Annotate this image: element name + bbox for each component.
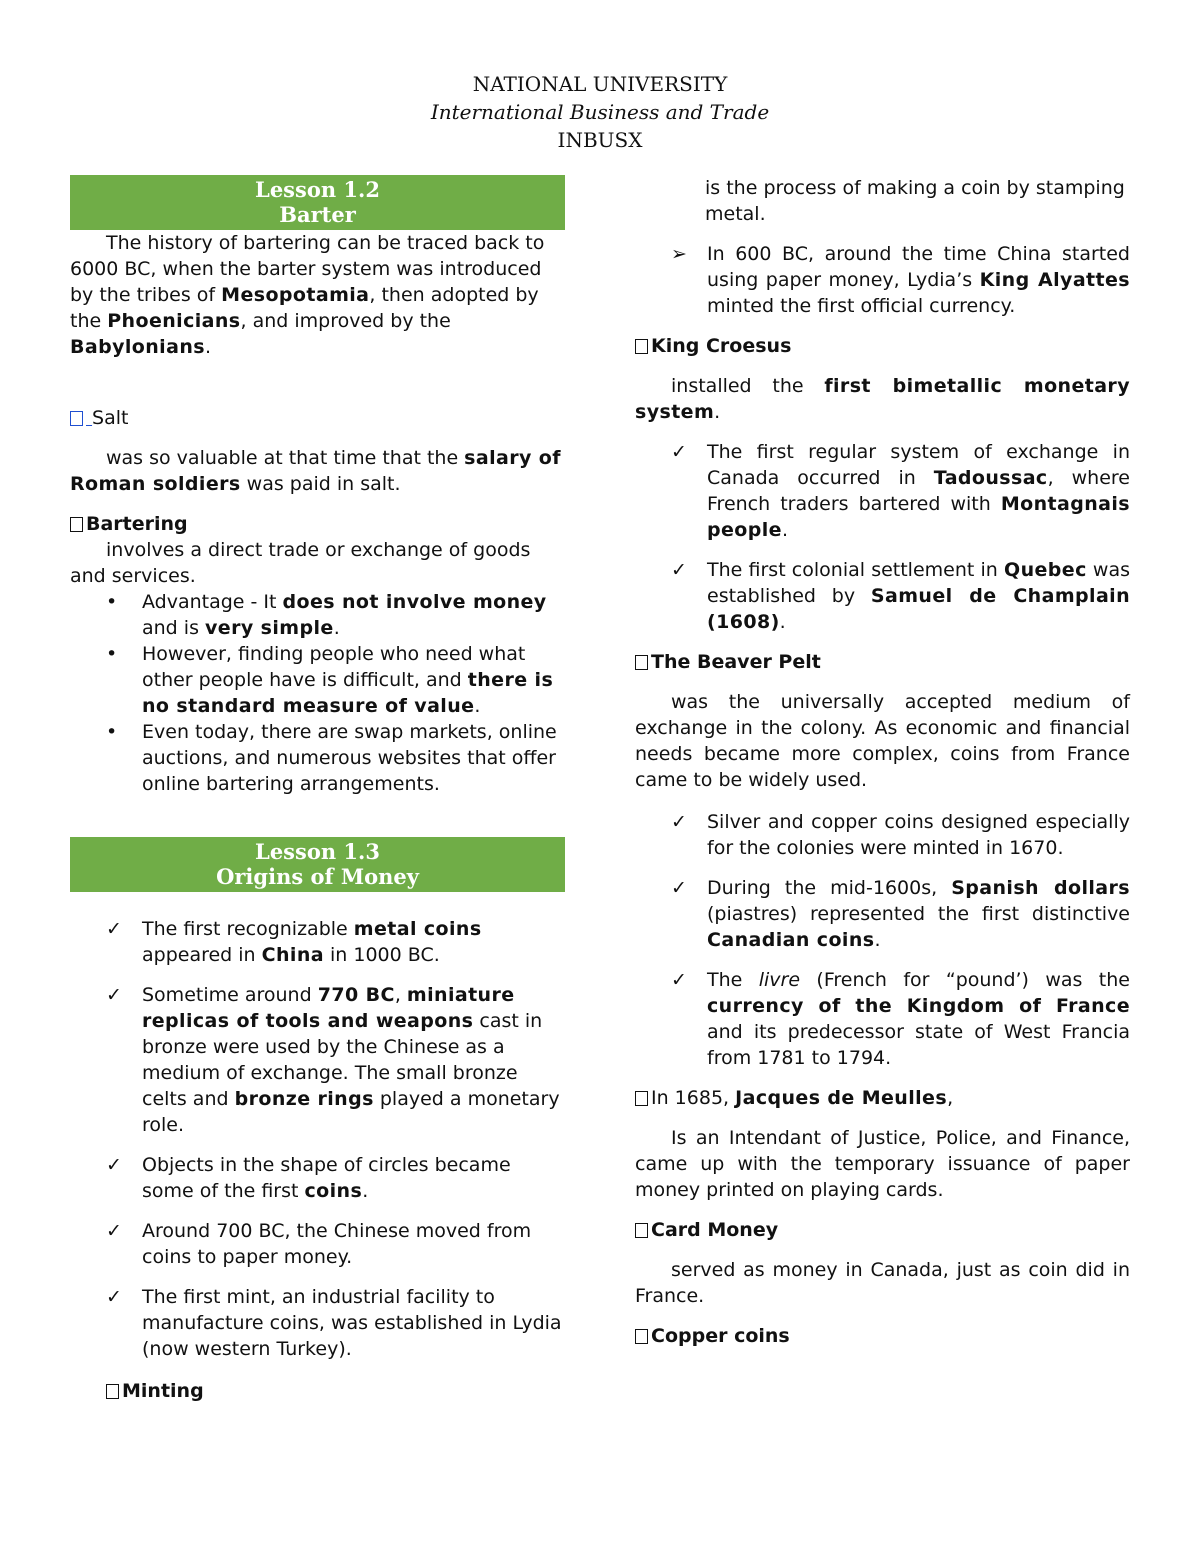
lesson-1-2-subtitle: Barter	[279, 202, 356, 227]
lesson-1-3-title: Lesson 1.3	[255, 839, 380, 864]
text-run: , and improved by the	[240, 310, 451, 332]
text-run: The history of bartering can be traced back to 6000 BC, when the barter system was introduced by the tribes of	[70, 232, 545, 306]
bold-run: Quebec	[1004, 559, 1087, 581]
text-run: The first mint, an industrial facility to manufacture coins, was established in Lydia (now western Turkey).	[142, 1286, 562, 1360]
bold-run: metal coins	[353, 918, 482, 940]
text-run: ,	[947, 1087, 954, 1109]
bold-run: salary of Roman soldiers	[70, 447, 561, 495]
bold-run: Babylonians	[70, 336, 205, 358]
text-run: Silver and copper coins designed especially for the colonies were minted in 1670.	[707, 811, 1130, 859]
checkbox-icon	[70, 517, 83, 532]
text-run: The first recognizable	[142, 918, 354, 940]
text-run: played a monetary role.	[142, 1088, 560, 1136]
bartering-heading-text: Bartering	[86, 513, 188, 535]
checkmark-icon: ✓	[106, 984, 122, 1006]
bold-run: coins	[304, 1180, 363, 1202]
bartering-heading	[70, 511, 565, 537]
text-run: .	[333, 617, 340, 639]
right-column	[635, 175, 1130, 1349]
checkmark-icon: ✓	[106, 1220, 122, 1242]
bold-run: Jacques de Meulles	[735, 1087, 948, 1109]
lesson-1-2-title: Lesson 1.2	[255, 177, 380, 202]
king-croesus-heading-text: King Croesus	[651, 335, 792, 357]
text-run: .	[779, 611, 786, 633]
list-item	[70, 982, 565, 1138]
bold-run: bronze rings	[234, 1088, 374, 1110]
list-item	[70, 1284, 565, 1362]
italic-run: livre	[758, 969, 801, 991]
text-run: (French for “pound’) was the	[800, 969, 1130, 991]
text-run: Objects in the shape of circles became some of the first	[142, 1154, 511, 1202]
bold-run: King Alyattes	[979, 269, 1130, 291]
text-run: In 1685,	[651, 1087, 736, 1109]
bullet-icon: •	[106, 643, 118, 665]
list-item	[635, 875, 1130, 953]
list-item	[635, 967, 1130, 1071]
text-run: .	[474, 695, 481, 717]
course-title: International Business and Trade	[430, 100, 770, 124]
text-run: ,	[394, 984, 407, 1006]
checkbox-icon	[635, 1329, 648, 1344]
text-run: .	[714, 401, 721, 423]
text-run: In 600 BC, around the time China started using paper money, Lydia’s	[707, 243, 1130, 291]
document-header	[0, 70, 1200, 154]
salt-paragraph	[70, 445, 565, 497]
text-run: cast in bronze were used by the Chinese as a medium of exchange. The small bronze celts and	[142, 1010, 543, 1110]
checkbox-icon	[635, 1091, 648, 1106]
checkbox-icon	[70, 411, 83, 426]
bold-run: Samuel de Champlain (1608)	[707, 585, 1131, 633]
list-item	[70, 719, 565, 797]
card-money-heading-text: Card Money	[651, 1219, 779, 1241]
bold-run: there is no standard measure of value	[142, 669, 554, 717]
card-money-heading	[635, 1217, 1130, 1243]
salt-heading	[70, 405, 565, 431]
bold-run: miniature replicas of tools and weapons	[142, 984, 515, 1032]
checkmark-icon: ✓	[671, 441, 687, 463]
lesson-1-2-banner	[70, 175, 565, 230]
checkmark-icon: ✓	[106, 1286, 122, 1308]
bold-run: Phoenicians	[107, 310, 241, 332]
text-run: .	[781, 519, 788, 541]
checkmark-icon: ✓	[671, 969, 687, 991]
lesson-1-3-banner	[70, 837, 565, 892]
list-item	[635, 241, 1130, 319]
text-run: Around 700 BC, the Chinese moved from coins to paper money.	[142, 1220, 532, 1268]
checkbox-icon	[635, 1223, 648, 1238]
beaver-pelt-heading	[635, 649, 1130, 675]
text-run: (piastres) represented the first distinctive	[707, 903, 1130, 925]
card-money-paragraph: served as money in Canada, just as coin did in France.	[635, 1259, 1130, 1307]
text-run: The first colonial settlement in	[707, 559, 1005, 581]
bartering-paragraph: involves a direct trade or exchange of goods and services.	[70, 539, 531, 587]
list-item	[70, 589, 565, 641]
text-run: .	[362, 1180, 369, 1202]
bold-run: 770 BC	[317, 984, 395, 1006]
checkbox-icon	[635, 655, 648, 670]
university-name: NATIONAL UNIVERSITY	[472, 72, 728, 96]
bullet-icon: •	[106, 721, 118, 743]
bold-run: Tadoussac	[933, 467, 1048, 489]
text-run: Advantage - It	[142, 591, 283, 613]
bold-run: does not involve money	[282, 591, 547, 613]
left-column	[70, 175, 565, 1404]
bold-run: Canadian coins	[707, 929, 875, 951]
list-item	[70, 916, 565, 968]
bold-run: China	[261, 944, 324, 966]
list-item	[70, 1152, 565, 1204]
minting-heading-text: Minting	[122, 1380, 204, 1402]
beaver-pelt-paragraph: was the universally accepted medium of exchange in the colony. As economic and financial needs became more complex, coins from France came to be widely used.	[635, 691, 1130, 791]
checkbox-icon	[106, 1384, 119, 1399]
bold-run: very simple	[205, 617, 334, 639]
checkbox-icon	[635, 339, 648, 354]
bold-run: Mesopotamia	[221, 284, 370, 306]
bullet-icon: •	[106, 591, 118, 613]
text-run: Even today, there are swap markets, online auctions, and numerous websites that offer online bartering arrangements.	[142, 721, 557, 795]
checkmark-icon: ✓	[671, 811, 687, 833]
text-run: minted the first official currency.	[707, 295, 1016, 317]
bold-run: first bimetallic monetary system	[635, 375, 1130, 423]
text-run: in 1000 BC.	[323, 944, 440, 966]
king-croesus-heading	[635, 333, 1130, 359]
lesson-1-3-subtitle: Origins of Money	[216, 864, 419, 889]
list-item	[635, 557, 1130, 635]
text-run: was paid in salt.	[240, 473, 401, 495]
barter-history-paragraph	[70, 230, 565, 360]
checkmark-icon: ✓	[671, 559, 687, 581]
text-run: , then adopted by the	[70, 284, 539, 332]
bold-run: currency of the Kingdom of France	[707, 995, 1130, 1017]
text-run: The first regular system of exchange in Canada occurred in	[707, 441, 1130, 489]
course-code: INBUSX	[557, 128, 643, 152]
salt-heading-text: Salt	[92, 407, 129, 429]
text-run: and is	[142, 617, 206, 639]
minting-paragraph	[635, 175, 1130, 227]
copper-coins-heading	[635, 1323, 1130, 1349]
meulles-paragraph: Is an Intendant of Justice, Police, and Finance, came up with the temporary issuance of paper money printed on playing cards.	[635, 1127, 1130, 1201]
copper-coins-heading-text: Copper coins	[651, 1325, 790, 1347]
text-run: was established by	[707, 559, 1130, 607]
text-run: installed the	[671, 375, 825, 397]
list-item	[70, 1218, 565, 1270]
text-run: and its predecessor state of West Francia from 1781 to 1794.	[707, 1021, 1130, 1069]
text-run: The	[707, 969, 759, 991]
bold-run: Montagnais people	[707, 493, 1130, 541]
list-item	[70, 641, 565, 719]
text-run: However, finding people who need what other people have is difficult, and	[142, 643, 526, 691]
text-run: , where French traders bartered with	[707, 467, 1130, 515]
checkmark-icon: ✓	[106, 1154, 122, 1176]
meulles-heading	[635, 1085, 1130, 1111]
beaver-pelt-heading-text: The Beaver Pelt	[651, 651, 821, 673]
text-run: .	[874, 929, 881, 951]
text-run: is the process of making a coin by stamping metal.	[705, 177, 1125, 225]
text-run: Sometime around	[142, 984, 318, 1006]
text-run: .	[204, 336, 211, 358]
checkmark-icon: ✓	[106, 918, 122, 940]
bold-run: Spanish dollars	[951, 877, 1130, 899]
text-run: was so valuable at that time that the	[106, 447, 465, 469]
checkmark-icon: ✓	[671, 877, 687, 899]
king-croesus-paragraph	[635, 373, 1130, 425]
text-run: appeared in	[142, 944, 262, 966]
minting-heading	[70, 1378, 565, 1404]
list-item	[635, 809, 1130, 861]
text-run: During the mid-1600s,	[707, 877, 952, 899]
list-item	[635, 439, 1130, 543]
arrow-bullet-icon: ➢	[671, 243, 687, 265]
